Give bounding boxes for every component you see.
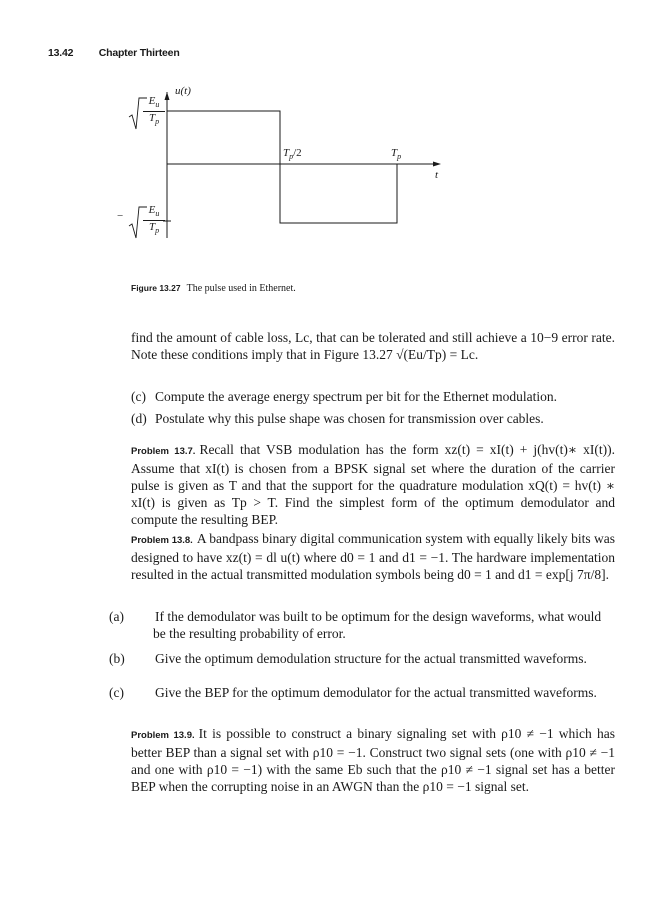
list-item-c: (c) Compute the average energy spectrum per bit for the Ethernet modulation.	[131, 389, 557, 404]
pos-amplitude-label	[127, 95, 171, 125]
list-item-c2: (c) Give the BEP for the optimum demodulator for the actual transmitted waveforms.	[109, 685, 597, 700]
chapter-title: Chapter Thirteen	[98, 47, 180, 59]
problem-label: Problem 13.7.	[131, 446, 196, 457]
problem-13-7: Problem 13.7. Recall that VSB modulation has the form xz(t) = xI(t) + j(hv(t)∗ xI(t)). Assume that xI(t) is chosen from a BPSK signal set where the duration of the carrier pulse is given as T and that the support for the quadrature modulation xQ(t) = hv(t) ∗ xI(t) is given as Tp > T. Find the simplest form of the optimum demodulator and compute the resulting BEP.	[131, 442, 615, 527]
pulse-figure	[110, 80, 450, 250]
problem-13-9: Problem 13.9. It is possible to construct a binary signaling set with ρ10 ≠ −1 which has better BEP than a signal set with ρ10 = −1. Construct two signal sets (one with ρ10 ≠ −1 and one with ρ10 = −1) with the same Eb such that the ρ10 ≠ −1 signal set has a better BEP when the corrupting noise in an AWGN than the ρ10 = −1 signal set.	[131, 726, 616, 794]
page-number: 13.42	[48, 47, 74, 59]
caption-label: Figure 13.27	[131, 283, 181, 293]
neg-amplitude-label: − $\frac{E_u}{T_p}$	[113, 204, 171, 236]
list-item-b: (b) Give the optimum demodulation structure for the actual transmitted waveforms.	[109, 651, 587, 666]
y-axis-label: u(t)	[175, 85, 191, 97]
x-axis-arrow	[433, 162, 441, 167]
problem-13-8: Problem 13.8. A bandpass binary digital communication system with equally likely bits was designed to have xz(t) = dl u(t) where d0 = 1 and d1 = −1. The hardware implementation resulted in the actual transmitted modulation symbols being d0 = 1 and d1 = exp[j 7π/8].	[131, 531, 615, 582]
x-axis-label: t	[435, 169, 439, 181]
figure-caption	[131, 283, 296, 294]
period-label: $T_p$	[391, 147, 402, 162]
half-period-label: $T_p/2$	[283, 147, 302, 162]
page-header	[48, 47, 180, 59]
list-item-a: (a) If the demodulator was built to be optimum for the design waveforms, what would be the resulting probability of error.	[109, 609, 602, 641]
pulse-waveform	[167, 111, 397, 223]
problem-label: Problem 13.8.	[131, 535, 193, 546]
amplitude-fraction: $\frac{E_u}{T_p}$	[143, 95, 165, 128]
paragraph-continuation: find the amount of cable loss, Lc, that can be tolerated and still achieve a 10−9 error rate. Note these conditions imply that in Figure 13.27 √(Eu/Tp) = Lc.	[131, 330, 615, 362]
caption-text: The pulse used in Ethernet.	[186, 283, 296, 294]
problem-label: Problem 13.9.	[131, 730, 195, 741]
list-item-d: (d) Postulate why this pulse shape was chosen for transmission over cables.	[131, 411, 544, 426]
